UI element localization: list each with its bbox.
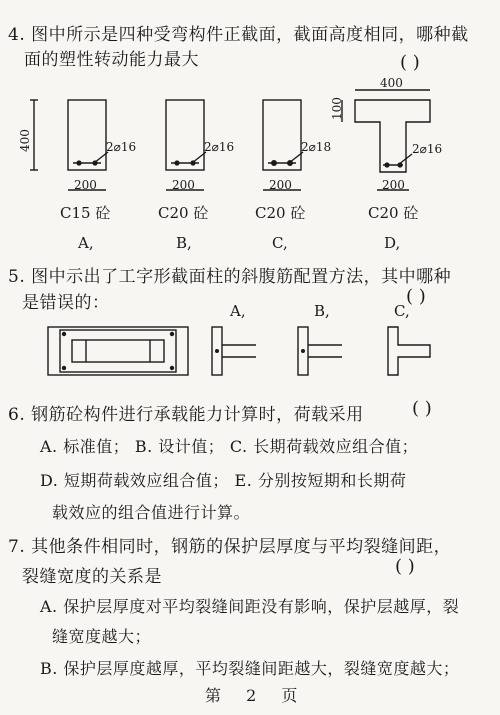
q7-option-a-line1: A. 保护层厚度对平均裂缝间距没有影响，保护层越厚，裂 [40, 597, 460, 616]
section-a-rebar: 2⌀16 [106, 140, 137, 154]
section-a-width: 200 [74, 178, 97, 192]
section-a-outline [68, 100, 106, 170]
section-d-concrete: C20 砼 [368, 204, 419, 222]
q5-option-b-label: B, [314, 302, 330, 320]
section-c-rebar: 2⌀18 [301, 140, 332, 154]
q5-option-a-label: A, [230, 302, 246, 320]
page-number: 第 2 页 [205, 686, 308, 705]
q7-text-line2: 裂缝宽度的关系是 [22, 567, 162, 587]
section-d-width: 200 [382, 178, 405, 192]
section-d-outline [355, 100, 430, 172]
section-b-letter: B, [176, 234, 192, 252]
section-a-letter: A, [78, 234, 94, 252]
section-d-rebar: 2⌀16 [412, 142, 443, 156]
q5-option-c-label: C, [394, 302, 410, 320]
q5-text-line1: 5. 图中示出了工字形截面柱的斜腹筋配置方法，其中哪种 [8, 267, 452, 287]
section-b-concrete: C20 砼 [158, 204, 209, 222]
q6-text: 6. 钢筋砼构件进行承载能力计算时，荷载采用 [8, 405, 364, 425]
q4-answer-blank: ( ) [400, 52, 420, 73]
section-d-flange-height: 100 [330, 97, 344, 120]
section-d-letter: D, [384, 234, 401, 252]
section-c-concrete: C20 砼 [255, 204, 306, 222]
q6-options-line2: D. 短期荷载效应组合值； E. 分别按短期和长期荷 [40, 471, 407, 490]
section-b-width: 200 [172, 178, 195, 192]
section-c-outline [263, 100, 301, 170]
q5-answer-blank: ( ) [406, 286, 426, 307]
q6-options-line1: A. 标准值； B. 设计值； C. 长期荷载效应组合值； [40, 437, 419, 456]
q7-option-b: B. 保护层厚度越厚，平均裂缝间距越大，裂缝宽度越大； [40, 659, 460, 678]
q7-answer-blank: ( ) [395, 556, 415, 577]
q6-answer-blank: ( ) [412, 398, 432, 419]
q7-option-a-line2: 缝宽度越大； [52, 627, 152, 646]
section-a-height-label: 400 [18, 129, 32, 152]
q4-text-line2: 面的塑性转动能力最大 [24, 50, 199, 70]
q5-text-line2: 是错误的： [22, 293, 110, 313]
section-a-concrete: C15 砼 [60, 204, 111, 222]
q4-text-line1: 4. 图中所示是四种受弯构件正截面，截面高度相同，哪种截 [8, 25, 469, 45]
section-c-letter: C, [272, 234, 288, 252]
section-c-width: 200 [269, 178, 292, 192]
section-d-flange-width: 400 [380, 76, 403, 90]
section-b-rebar: 2⌀16 [204, 140, 235, 154]
q6-options-line3: 载效应的组合值进行计算。 [52, 503, 251, 522]
section-b-outline [166, 100, 204, 170]
q7-text-line1: 7. 其他条件相同时，钢筋的保护层厚度与平均裂缝间距， [8, 537, 452, 557]
